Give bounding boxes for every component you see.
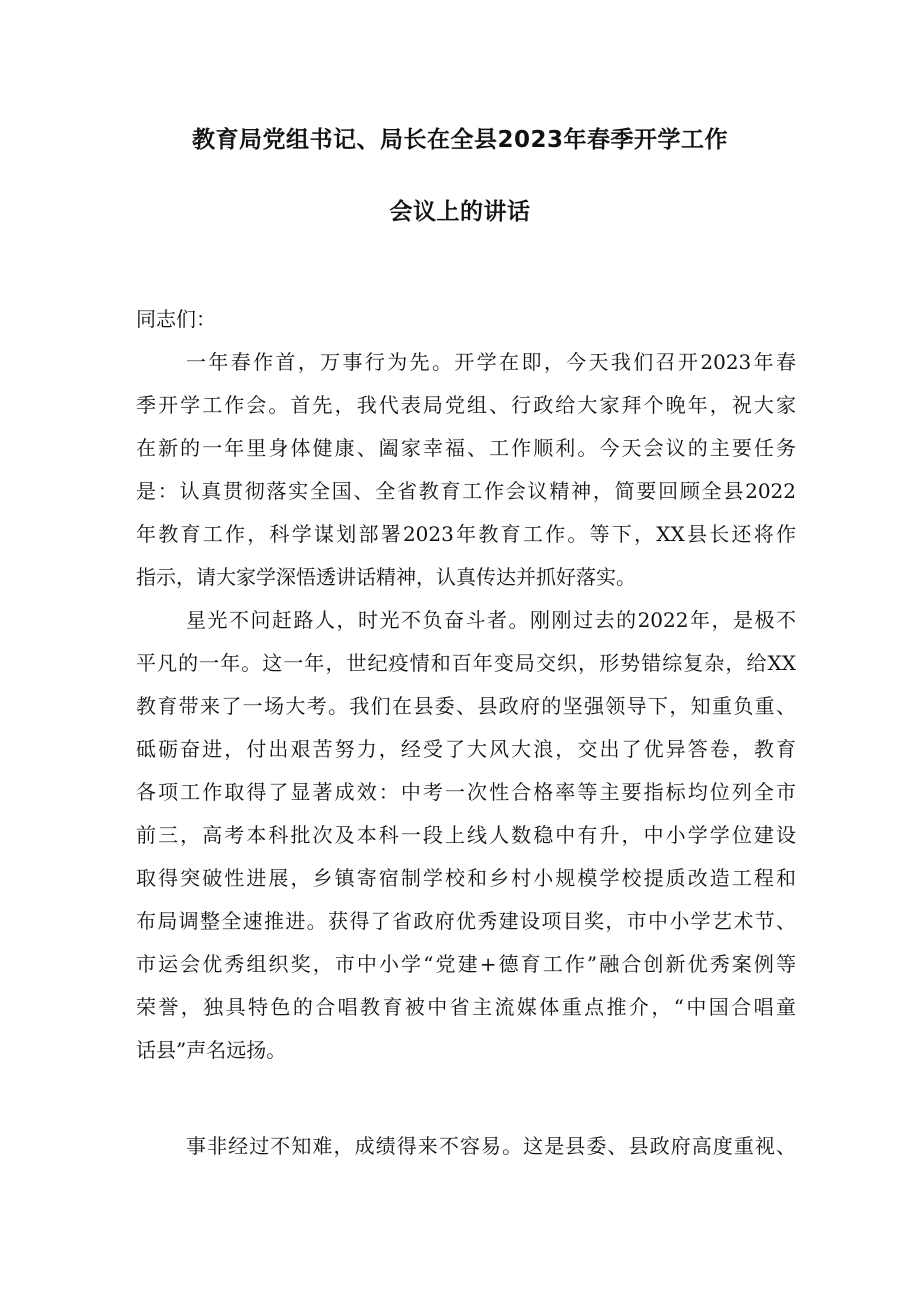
paragraph-2-line: 布局调整全速推进。获得了省政府优秀建设项目奖，市中小学艺术节、: [136, 909, 796, 933]
salutation: 同志们：: [136, 307, 216, 331]
document-title-line2: 会议上的讲话: [389, 199, 531, 225]
paragraph-2-line: 各项工作取得了显著成效：中考一次性合格率等主要指标均位列全市: [136, 780, 796, 804]
paragraph-1-line: 是：认真贯彻落实全国、全省教育工作会议精神，简要回顾全县2022: [136, 479, 796, 503]
paragraph-2-line: 市运会优秀组织奖，市中小学“党建+德育工作”融合创新优秀案例等: [136, 952, 796, 976]
paragraph-1-line: 一年春作首，万事行为先。开学在即，今天我们召开2023年春: [186, 350, 796, 374]
paragraph-2-line: 砥砺奋进，付出艰苦努力，经受了大风大浪，交出了优异答卷，教育: [136, 737, 796, 761]
paragraph-2-line: 话县”声名远扬。: [136, 1038, 287, 1062]
paragraph-1-line: 在新的一年里身体健康、阖家幸福、工作顺利。今天会议的主要任务: [136, 436, 796, 460]
paragraph-1-line: 年教育工作，科学谋划部署2023年教育工作。等下，XX县长还将作: [136, 522, 796, 546]
paragraph-2-line: 星光不问赶路人，时光不负奋斗者。刚刚过去的2022年，是极不: [186, 608, 796, 632]
paragraph-3-line: 事非经过不知难，成绩得来不容易。这是县委、县政府高度重视、: [186, 1134, 796, 1158]
paragraph-2-line: 荣誉，独具特色的合唱教育被中省主流媒体重点推介，“中国合唱童: [136, 995, 796, 1019]
paragraph-2-line: 取得突破性进展，乡镇寄宿制学校和乡村小规模学校提质改造工程和: [136, 866, 796, 890]
paragraph-1-line: 季开学工作会。首先，我代表局党组、行政给大家拜个晚年，祝大家: [136, 393, 796, 417]
paragraph-2-line: 平凡的一年。这一年，世纪疫情和百年变局交织，形势错综复杂，给XX: [136, 651, 796, 675]
paragraph-2-line: 教育带来了一场大考。我们在县委、县政府的坚强领导下，知重负重、: [136, 694, 796, 718]
document-title-line1: 教育局党组书记、局长在全县2023年春季开学工作: [191, 127, 728, 153]
paragraph-2-line: 前三，高考本科批次及本科一段上线人数稳中有升，中小学学位建设: [136, 823, 796, 847]
paragraph-1-line: 指示，请大家学深悟透讲话精神，认真传达并抓好落实。: [136, 565, 636, 589]
